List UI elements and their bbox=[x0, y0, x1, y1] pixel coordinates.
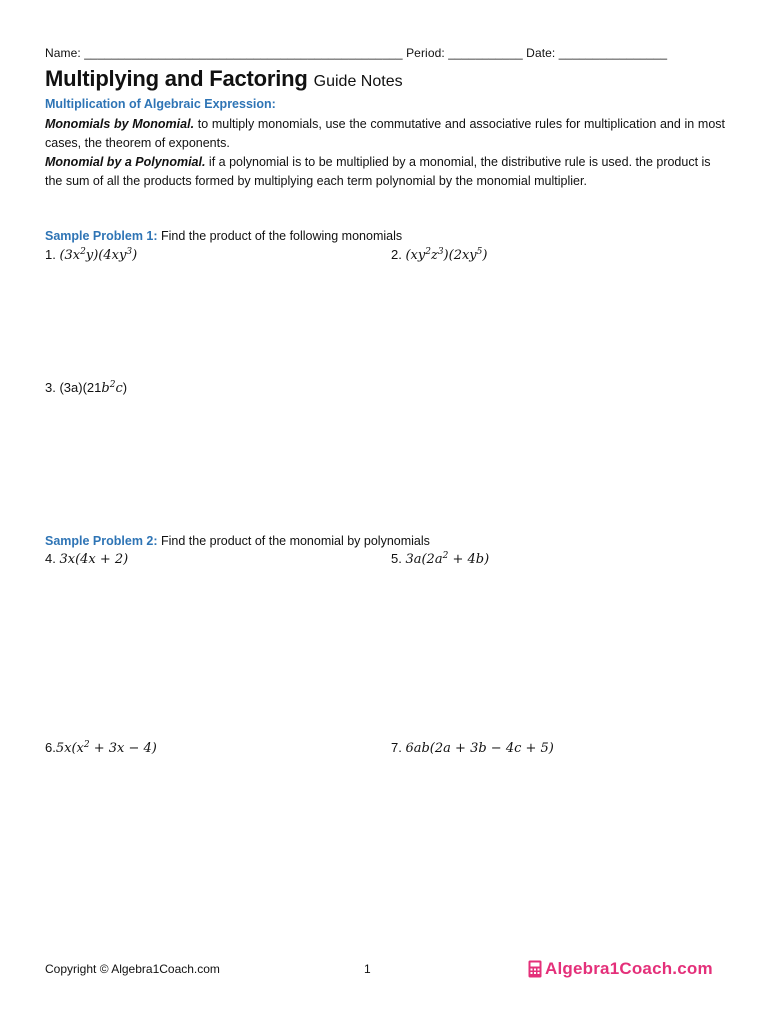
page-number: 1 bbox=[364, 962, 371, 976]
problem-5-expression: $3a(2a^2 + 4b)$ bbox=[405, 551, 490, 567]
polynomial-rule-text: if a polynomial is to be multiplied by a monomial, the distributive rule is used. the product is the sum of all the products formed by multiplying each term polynomial by the monomial multiplier. bbox=[45, 155, 711, 188]
problem-4 bbox=[45, 551, 128, 567]
sample-problem-2-instructions: Find the product of the monomial by polynomials bbox=[157, 534, 430, 548]
polynomial-rule-term: Monomial by a Polynomial. bbox=[45, 155, 206, 169]
sample-problem-1-instructions: Find the product of the following monomials bbox=[157, 229, 403, 243]
student-info-line: Name: _______________________________________________ Period: ___________ Date: ________________ bbox=[45, 46, 668, 60]
footer-copyright: Copyright © Algebra1Coach.com bbox=[45, 962, 220, 976]
monomial-rule-paragraph bbox=[45, 115, 725, 153]
problem-4-number: 4. bbox=[45, 551, 60, 566]
title-subtitle: Guide Notes bbox=[313, 73, 403, 90]
problem-2 bbox=[391, 247, 487, 263]
problem-1 bbox=[45, 247, 137, 263]
monomial-rule-text: to multiply monomials, use the commutative and associative rules for multiplication and in most cases, the theorem of exponents. bbox=[45, 117, 725, 150]
problem-6-number: 6. bbox=[45, 740, 56, 755]
calculator-icon bbox=[528, 960, 542, 978]
sample-problem-1-heading bbox=[45, 229, 402, 243]
problem-2-expression: $(xy^2z^3)(2xy^5)$ bbox=[405, 247, 488, 263]
problem-4-expression: 3x(4x + 2) bbox=[59, 552, 129, 567]
problem-6 bbox=[45, 740, 157, 756]
problem-3-number: 3. (3a)(21 bbox=[45, 380, 102, 395]
monomial-rule-term: Monomials by Monomial. bbox=[45, 117, 195, 131]
problem-5 bbox=[391, 551, 489, 567]
problem-3: 3. $(3a)(21b^2c)$ bbox=[45, 380, 128, 396]
problem-5-number: 5. bbox=[391, 551, 406, 566]
problem-6-expression: $5x(x^2 + 3x - 4)$ bbox=[55, 740, 157, 756]
sample-problem-1-label: Sample Problem 1: bbox=[45, 229, 158, 243]
sample-problem-2-label: Sample Problem 2: bbox=[45, 534, 158, 548]
problem-1-number: 1. bbox=[45, 247, 60, 262]
page-title bbox=[45, 66, 403, 92]
problem-7 bbox=[391, 740, 554, 756]
algebra1coach-logo bbox=[528, 959, 713, 979]
title-main: Multiplying and Factoring bbox=[45, 66, 308, 91]
section-heading: Multiplication of Algebraic Expression: bbox=[45, 97, 276, 111]
problem-7-number: 7. bbox=[391, 740, 406, 755]
problem-3-expression: $b^2c$ bbox=[101, 380, 123, 396]
problem-2-number: 2. bbox=[391, 247, 406, 262]
logo-text: Algebra1Coach.com bbox=[545, 959, 713, 978]
problem-7-expression: 6ab(2a + 3b − 4c + 5) bbox=[405, 741, 554, 756]
polynomial-rule-paragraph bbox=[45, 153, 725, 191]
sample-problem-2-heading bbox=[45, 534, 430, 548]
problem-1-expression: $(3x^2y)(4xy^3)$ bbox=[59, 247, 138, 263]
